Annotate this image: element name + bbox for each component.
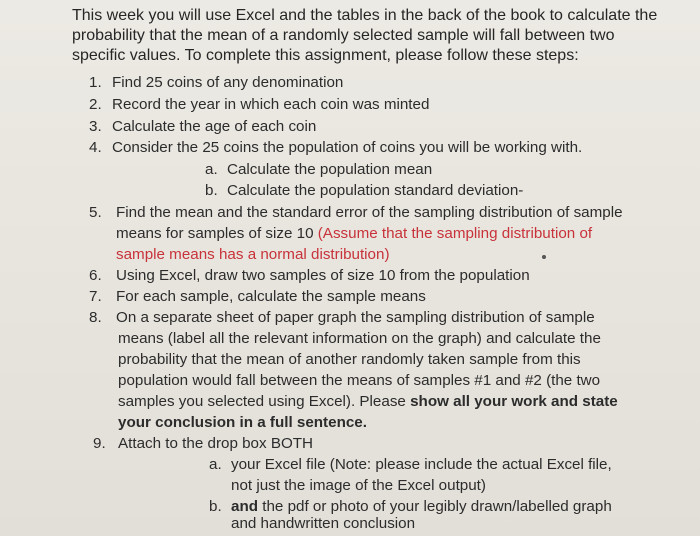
step-9-number: 9. (93, 435, 106, 452)
step-2-text: Record the year in which each coin was minted (112, 96, 430, 113)
step-5-line-3-red: sample means has a normal distribution) (116, 246, 390, 263)
step-9a-line-2: not just the image of the Excel output) (231, 477, 486, 494)
step-4b-letter: b. (205, 182, 218, 199)
step-9a-letter: a. (209, 456, 222, 473)
step-4-text: Consider the 25 coins the population of coins you will be working with. (112, 139, 583, 156)
intro-paragraph: This week you will use Excel and the tables in the back of the book to calculate the probability that the mean of a randomly selected sample will fall between two specific values. To complete this assignment, please follow these steps: (72, 7, 658, 64)
step-4-number: 4. (89, 139, 102, 156)
step-8-line-5 (118, 392, 618, 412)
step-8-line-4: population would fall between the means of samples #1 and #2 (the two (118, 372, 601, 389)
stray-dot (542, 255, 546, 259)
step-9-text: Attach to the drop box BOTH (118, 435, 314, 452)
step-5-line-2-red: (Assume that the sampling distribution of (317, 225, 593, 242)
step-4b-text: Calculate the population standard deviation- (227, 182, 524, 199)
step-7-text: For each sample, calculate the sample means (116, 288, 426, 305)
step-7-number: 7. (89, 288, 102, 305)
step-3-number: 3. (89, 118, 102, 135)
step-4a-letter: a. (205, 161, 218, 178)
step-5-line-1: Find the mean and the standard error of the sampling distribution of sample (116, 204, 623, 221)
step-5-line-2 (116, 224, 592, 244)
step-6-text: Using Excel, draw two samples of size 10 from the population (116, 267, 530, 284)
step-6-number: 6. (89, 267, 102, 284)
step-5-number: 5. (89, 204, 102, 221)
step-2-number: 2. (89, 96, 102, 113)
step-9b-line-2: and handwritten conclusion (231, 515, 416, 532)
step-1-number: 1. (89, 74, 102, 91)
step-1-text: Find 25 coins of any denomination (112, 74, 344, 91)
step-8-line-3: probability that the mean of another randomly taken sample from this (118, 351, 581, 368)
step-4a-text: Calculate the population mean (227, 161, 433, 178)
step-9b-line-1-bold: and (231, 498, 263, 515)
step-3-text: Calculate the age of each coin (112, 118, 317, 135)
step-9a-line-1: your Excel file (Note: please include the actual Excel file, (231, 456, 612, 473)
step-9b-letter: b. (209, 498, 222, 515)
step-8-line-5-bold: show all your work and state (410, 393, 618, 410)
step-8-number: 8. (89, 309, 102, 326)
step-8-line-6-bold: your conclusion in a full sentence. (118, 414, 367, 431)
step-5-line-2-plain: means for samples of size 10 (116, 225, 318, 242)
step-8-line-5-plain: samples you selected using Excel). Please (118, 393, 411, 410)
step-8-line-2: means (label all the relevant information on the graph) and calculate the (118, 330, 601, 347)
step-9b-line-1-plain: the pdf or photo of your legibly drawn/labelled graph (262, 498, 612, 515)
step-8-line-1: On a separate sheet of paper graph the sampling distribution of sample (116, 309, 595, 326)
